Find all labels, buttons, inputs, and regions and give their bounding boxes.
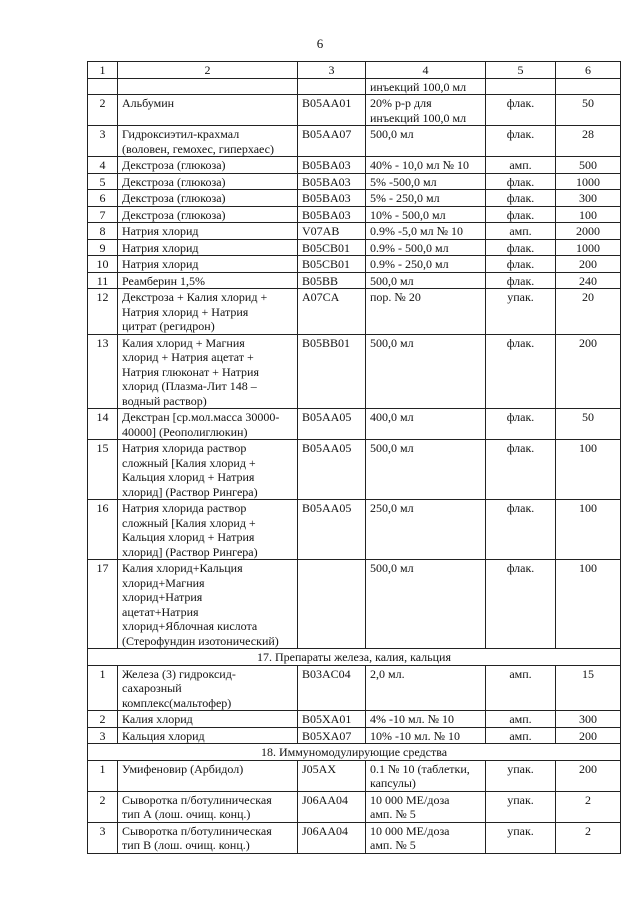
drug-name-line: Кальция хлорид + Натрия [122,530,255,544]
drug-name-line: Сыворотка п/ботулиническая [122,823,272,838]
drug-name [118,409,298,440]
row-number: 9 [88,239,118,256]
drug-name-line: Натрия хлорид [122,224,199,238]
quantity: 1000 [556,173,621,190]
drug-name-line: хлорид] (Раствор Рингера) [122,544,258,559]
row-number: 15 [88,440,118,500]
table-row [88,791,621,822]
drug-name-line: хлорид+Яблочная кислота [122,619,258,633]
drug-name [118,78,298,95]
row-number: 17 [88,560,118,649]
table-row [88,157,621,174]
drug-name [118,760,298,791]
drug-name-line: Сыворотка п/ботулиническая [122,792,272,807]
atc-code: B05AA07 [298,126,366,157]
unit: флак. [486,560,556,649]
unit: упак. [486,760,556,791]
drug-name-line: хлорид + Натрия ацетат + [122,350,254,364]
dosage-form-line: 0.9% -5,0 мл № 10 [370,224,464,238]
dosage-form-line: 500,0 мл [370,441,414,455]
drug-name-line: Декстроза (глюкоза) [122,207,226,222]
dosage-form-line: инъекций 100,0 мл [370,110,467,125]
dosage-form [366,289,486,335]
unit: флак. [486,256,556,273]
row-number [88,78,118,95]
atc-code [298,560,366,649]
dosage-form [366,500,486,560]
dosage-form-line: 5% - 250,0 мл [370,191,440,205]
row-number: 4 [88,157,118,174]
drug-name-line: Декстроза (глюкоза) [122,191,226,205]
drug-name-line: Декстран [ср.мол.масса 30000- [122,410,280,424]
unit: флак. [486,239,556,256]
table-row [88,78,621,95]
dosage-form-line: 400,0 мл [370,410,414,424]
quantity: 100 [556,500,621,560]
drug-name-line: ацетат+Натрия [122,604,199,619]
drug-name-line: Натрия хлорид + Натрия [122,304,249,319]
dosage-form-line: 500,0 мл [370,127,414,141]
atc-code: B05AA05 [298,409,366,440]
unit: флак. [486,272,556,289]
atc-code: B05BB01 [298,334,366,409]
row-number: 6 [88,190,118,207]
dosage-form-line: капсулы) [370,776,416,790]
quantity: 15 [556,665,621,711]
row-number: 1 [88,665,118,711]
unit: упак. [486,791,556,822]
unit: амп. [486,665,556,711]
unit [486,78,556,95]
row-number: 16 [88,500,118,560]
drug-table-body [88,62,621,854]
unit: флак. [486,95,556,126]
unit: амп. [486,711,556,728]
atc-code: B05BA03 [298,173,366,190]
unit: флак. [486,206,556,223]
dosage-form-line: амп. № 5 [370,838,416,852]
dosage-form [366,665,486,711]
drug-name-line: сахарозный [122,681,182,695]
atc-code: B05BA03 [298,206,366,223]
dosage-form [366,157,486,174]
atc-code: B05AA05 [298,500,366,560]
drug-table [87,61,621,854]
row-number: 2 [88,711,118,728]
dosage-form-line: 0.1 № 10 (таблетки, [370,761,470,776]
quantity: 50 [556,95,621,126]
drug-name-line: Декстроза (глюкоза) [122,158,226,172]
row-number: 2 [88,791,118,822]
dosage-form [366,206,486,223]
quantity: 1000 [556,239,621,256]
drug-name [118,665,298,711]
header-col-3: 3 [298,62,366,79]
atc-code: V07AB [298,223,366,240]
dosage-form [366,256,486,273]
unit: амп. [486,727,556,744]
table-row [88,665,621,711]
dosage-form-line: пор. № 20 [370,290,421,304]
unit: флак. [486,440,556,500]
drug-name-line: Натрия хлорид [122,240,199,255]
atc-code [298,78,366,95]
quantity: 300 [556,190,621,207]
unit: флак. [486,409,556,440]
atc-code: B05XA07 [298,727,366,744]
drug-name-line: (Стерофундин изотонический) [122,633,279,648]
dosage-form-line: 5% -500,0 мл [370,174,437,189]
dosage-form [366,727,486,744]
dosage-form [366,560,486,649]
drug-name-line: тип А (лош. очищ. конц.) [122,807,251,821]
drug-name [118,126,298,157]
row-number: 10 [88,256,118,273]
drug-name [118,272,298,289]
unit: упак. [486,289,556,335]
header-col-2: 2 [118,62,298,79]
row-number: 13 [88,334,118,409]
atc-code: B05BA03 [298,157,366,174]
unit: амп. [486,157,556,174]
row-number: 8 [88,223,118,240]
drug-name-line: комплекс(мальтофер) [122,695,232,710]
table-row [88,95,621,126]
drug-name-line: сложный [Калия хлорид + [122,515,256,530]
quantity: 240 [556,272,621,289]
unit: упак. [486,822,556,853]
dosage-form [366,760,486,791]
row-number: 11 [88,272,118,289]
drug-name-line: тип В (лош. очищ. конц.) [122,838,250,852]
atc-code: J06AA04 [298,822,366,853]
atc-code: B05BA03 [298,190,366,207]
dosage-form-line: 2,0 мл. [370,666,405,681]
row-number: 5 [88,173,118,190]
drug-name [118,711,298,728]
table-row [88,206,621,223]
drug-name [118,334,298,409]
atc-code: B05CB01 [298,239,366,256]
row-number: 2 [88,95,118,126]
drug-name-line: Декстроза + Калия хлорид + [122,290,268,304]
drug-name-line: Калия хлорид+Кальция [122,561,243,575]
drug-name [118,822,298,853]
row-number: 3 [88,822,118,853]
dosage-form [366,409,486,440]
drug-name-line: Умифеновир (Арбидол) [122,761,244,776]
drug-name-line: Декстроза (глюкоза) [122,174,226,189]
dosage-form [366,78,486,95]
table-row [88,272,621,289]
atc-code: B03AC04 [298,665,366,711]
drug-name-line: (воловен, гемохес, гиперхаес) [122,141,274,156]
table-row [88,334,621,409]
dosage-form-line: 10% -10 мл. № 10 [370,728,461,743]
drug-name-line: Альбумин [122,96,175,110]
dosage-form-line: 0.9% - 250,0 мл [370,257,449,271]
drug-name [118,239,298,256]
dosage-form [366,334,486,409]
drug-name [118,157,298,174]
dosage-form-line: 10 000 МЕ/доза [370,823,450,838]
atc-code: B05BB [298,272,366,289]
drug-name-line: Натрия хлорид [122,257,199,271]
drug-name [118,791,298,822]
quantity: 20 [556,289,621,335]
header-col-4: 4 [366,62,486,79]
dosage-form-line: инъекций 100,0 мл [370,79,467,94]
table-row [88,256,621,273]
drug-name-line: водный раствор) [122,393,207,408]
atc-code: J06AA04 [298,791,366,822]
drug-name-line: сложный [Калия хлорид + [122,455,256,470]
drug-name [118,190,298,207]
row-number: 14 [88,409,118,440]
dosage-form-line: 4% -10 мл. № 10 [370,712,455,726]
table-row [88,239,621,256]
quantity: 100 [556,440,621,500]
table-row [88,223,621,240]
drug-name-line: Натрия хлорида раствор [122,501,247,515]
table-row [88,727,621,744]
dosage-form [366,822,486,853]
drug-name-line: Гидроксиэтил-крахмал [122,127,240,141]
quantity: 50 [556,409,621,440]
row-number: 7 [88,206,118,223]
dosage-form-line: 0.9% - 500,0 мл [370,240,449,255]
table-row [88,822,621,853]
atc-code: B05AA05 [298,440,366,500]
quantity: 100 [556,560,621,649]
section-title: 18. Иммуномодулирующие средства [88,744,621,761]
drug-name [118,256,298,273]
dosage-form-line: амп. № 5 [370,807,416,821]
dosage-form [366,190,486,207]
dosage-form [366,791,486,822]
quantity: 200 [556,334,621,409]
drug-name-line: Калия хлорид + Магния [122,335,245,350]
row-number: 3 [88,126,118,157]
section-header-row [88,649,621,666]
quantity: 2 [556,822,621,853]
dosage-form-line: 500,0 мл [370,335,414,350]
quantity [556,78,621,95]
table-row [88,440,621,500]
unit: флак. [486,173,556,190]
unit: флак. [486,334,556,409]
unit: флак. [486,126,556,157]
quantity: 200 [556,727,621,744]
drug-name-line: Реамберин 1,5% [122,273,206,288]
dosage-form-line: 10 000 МЕ/доза [370,792,450,807]
table-row [88,173,621,190]
dosage-form [366,239,486,256]
quantity: 200 [556,256,621,273]
drug-name [118,223,298,240]
table-row [88,711,621,728]
dosage-form-line: 10% - 500,0 мл [370,207,446,222]
row-number: 12 [88,289,118,335]
drug-name [118,289,298,335]
quantity: 2 [556,791,621,822]
drug-name-line: Кальция хлорид [122,728,205,743]
table-row [88,500,621,560]
atc-code: A07CA [298,289,366,335]
drug-name [118,95,298,126]
quantity: 500 [556,157,621,174]
dosage-form [366,272,486,289]
atc-code: B05XA01 [298,711,366,728]
dosage-form-line: 40% - 10,0 мл № 10 [370,158,470,172]
dosage-form [366,223,486,240]
drug-name [118,560,298,649]
drug-name [118,440,298,500]
header-col-1: 1 [88,62,118,79]
dosage-form [366,711,486,728]
quantity: 2000 [556,223,621,240]
table-row [88,409,621,440]
drug-name [118,500,298,560]
atc-code: B05AA01 [298,95,366,126]
quantity: 300 [556,711,621,728]
row-number: 3 [88,727,118,744]
section-title: 17. Препараты железа, калия, кальция [88,649,621,666]
drug-name-line: Кальция хлорид + Натрия [122,470,255,484]
table-row [88,190,621,207]
unit: амп. [486,223,556,240]
drug-name-line: Калия хлорид [122,712,193,726]
drug-name-line: Железа (3) гидроксид- [122,666,236,681]
dosage-form [366,173,486,190]
table-row [88,560,621,649]
table-row [88,760,621,791]
header-col-5: 5 [486,62,556,79]
quantity: 100 [556,206,621,223]
drug-name-line: Натрия хлорида раствор [122,441,247,455]
dosage-form-line: 500,0 мл [370,273,414,288]
drug-name-line: 40000] (Реополиглюкин) [122,424,248,439]
drug-name [118,206,298,223]
table-header-row [88,62,621,79]
dosage-form-line: 20% р-р для [370,96,432,110]
unit: флак. [486,500,556,560]
dosage-form-line: 250,0 мл [370,501,414,515]
drug-name-line: хлорид+Магния [122,575,205,590]
page-number: 6 [316,36,324,51]
unit: флак. [486,190,556,207]
drug-name [118,173,298,190]
dosage-form [366,95,486,126]
section-header-row [88,744,621,761]
atc-code: J05AX [298,760,366,791]
drug-name-line: хлорид (Плазма-Лит 148 – [122,379,257,393]
table-row [88,289,621,335]
drug-name-line: цитрат (регидрон) [122,319,215,333]
drug-name-line: хлорид+Натрия [122,590,203,604]
table-row [88,126,621,157]
quantity: 28 [556,126,621,157]
drug-name-line: Натрия глюконат + Натрия [122,364,259,379]
header-col-6: 6 [556,62,621,79]
row-number: 1 [88,760,118,791]
dosage-form [366,126,486,157]
dosage-form [366,440,486,500]
quantity: 200 [556,760,621,791]
atc-code: B05CB01 [298,256,366,273]
dosage-form-line: 500,0 мл [370,561,414,575]
drug-name-line: хлорид] (Раствор Рингера) [122,484,258,499]
drug-name [118,727,298,744]
